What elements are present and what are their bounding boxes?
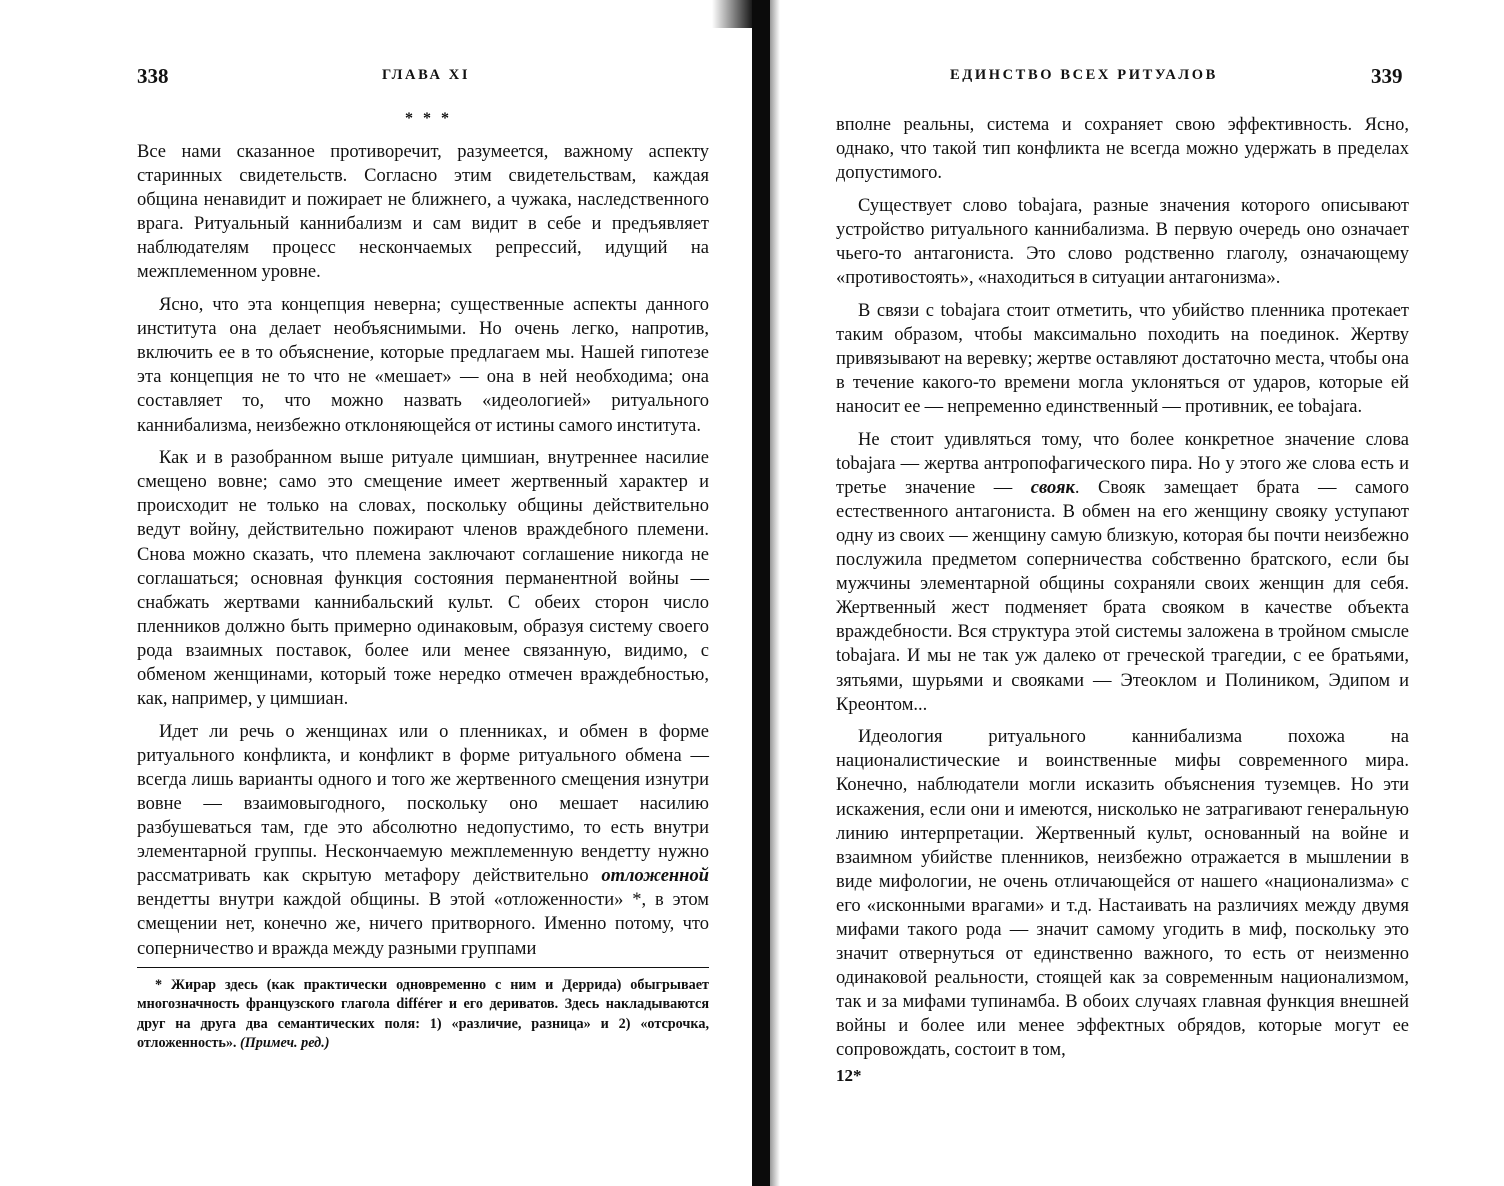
footnote-editor-note: (Примеч. ред.) <box>240 1034 330 1051</box>
footnote-body: * Жирар здесь (как практически одновременно с ним и Деррида) обыгрывает многозначность французского глагола différer и его дериватов. Здесь накладываются друг на друга два семантических поля: 1) «различие, разница» и 2) «отсрочка, отложенность». <box>137 977 709 1051</box>
paragraph: Все нами сказанное противоречит, разумеется, важному аспекту старинных свидетельств. Согласно этим свидетельствам, каждая община ненавидит и пожирает не ближнего, а чужака, наследственного врага. Ритуальный каннибализм и сам видит в себе и предъявляет наблюдателям процесс нескончаемых репрессий, идущий на межплеменном уровне. <box>137 142 709 283</box>
printer-signature-mark: 12* <box>836 1066 862 1085</box>
paragraph-text: Идет ли речь о женщинах или о пленниках, и обмен в форме ритуального конфликта, и конфликт в форме ритуального обмена — всегда лишь варианты одного и того же жертвенного смещения изнутри вовне — взаимовыгодного, поскольку оно мешает насилию разбушеваться там, где это абсолютно недопустимо, то есть внутри элементарной группы. Нескончаемую межплеменную вендетту нужно рассматривать как скрытую метафору действительно <box>137 721 709 887</box>
paragraph <box>137 720 709 961</box>
gutter-shadow <box>770 0 780 1186</box>
paragraph: Ясно, что эта концепция неверна; существенные аспекты данного института она делает необъяснимыми. Но очень легко, напротив, включить ее в то объяснение, которые предлагаем мы. Нашей гипотезе эта концепция не то что не «мешает» — она в ней необходима; она составляет то, что можно назвать «идеологией» ритуального каннибализма, неизбежно отклоняющейся от истины самого института. <box>137 295 709 436</box>
emphasized-word: свояк <box>1030 477 1075 498</box>
emphasized-word: отложенной <box>601 866 709 887</box>
right-page-body <box>836 113 1409 1063</box>
right-page-number: 339 <box>1371 64 1403 88</box>
left-page-body <box>137 140 709 961</box>
paragraph: В связи с tobajara стоит отметить, что убийство пленника протекает таким образом, чтобы максимально походить на поединок. Жертву привязывают на веревку; жертве оставляют достаточно места, чтобы она в течение какого-то времени могла уклоняться от ударов, которые ей наносит ее — непременно единственный — противник, ее tobajara. <box>836 300 1409 418</box>
gutter-shadow-top <box>712 0 752 28</box>
paragraph: Как и в разобранном выше ритуале цимшиан, внутреннее насилие смещено вовне; само это смещение имеет жертвенный характер и происходит не только на словах, поскольку общины действительно ведут войну, действительно пожирают членов враждебного племени. Снова можно сказать, что племена заключают соглашение никогда не соглашаться; основная функция состояния перманентной войны — снабжать жертвами каннибальский культ. С обеих сторон число пленников должно быть примерно одинаковым, образуя систему своего рода взаимных поставок, более или менее связанную, видимо, с обменом женщинами, который тоже нередко отмечен враждебностью, как, например, у цимшиан. <box>137 448 709 710</box>
paragraph-text: вендетты внутри каждой общины. В этой «отложенности» *, в этом смещении нет, конечно же, ничего притворного. Именно потому, что соперничество и вражда между разными группами <box>137 890 709 959</box>
left-running-head: ГЛАВА XI <box>382 67 471 83</box>
footnote-divider <box>137 967 709 968</box>
paragraph <box>836 428 1409 717</box>
paragraph: Идеология ритуального каннибализма похожа на националистические и воинственные мифы современного мира. Конечно, наблюдатели могли исказить объяснения туземцев. Но эти искажения, если они и имеются, нисколько не затрагивают генеральную линию интерпретации. Жертвенный культ, основанный на войне и взаимном убийстве пленников, неизбежно отражается в мышлении в виде мифологии, не очень отличающейся от нашего «национализма» с его «исконными врагами» и т.д. Настаивать на различиях между двумя мифами такого рода — значит самому угодить в миф, поскольку это значит отвернуться от единственно важного, то есть от неизменно одинаковой реальности, стоящей как за современным национализмом, так и за мифами тупинамба. В обоих случаях главная функция внешней войны и более или менее эффектных обрядов, которые могут ее сопровождать, состоит в том, <box>836 727 1409 1061</box>
paragraph: Существует слово tobajara, разные значения которого описывают устройство ритуального каннибализма. В первую очередь оно означает чьего-то антагониста. Это слово родственно глаголу, означающему «противостоять», «находиться в ситуации антагонизма». <box>836 195 1409 289</box>
footnote-text <box>137 976 709 1053</box>
section-break-asterism: * * * <box>405 110 452 127</box>
paragraph: вполне реальны, система и сохраняет свою эффективность. Ясно, однако, что такой тип конфликта не всегда можно удержать в пределах допустимого. <box>836 115 1409 184</box>
book-spine-gutter <box>752 0 770 1186</box>
right-running-head: ЕДИНСТВО ВСЕХ РИТУАЛОВ <box>950 67 1218 83</box>
paragraph-text: . Свояк замещает брата — самого естественного антагониста. В обмен на его женщину свояку уступают одну из своих — женщину самую близкую, которая бы почти неизбежно послужила предметом соперничества собственно братского, если бы мужчины элементарной общины сохраняли своих женщин для себя. Жертвенный жест подменяет брата свояком в качестве объекта враждебности. Вся структура этой системы заложена в тройном смысле tobajara. И мы не так уж далеко от греческой трагедии, с ее братьями, зятьями, шурьями и свояками — Этеоклом и Полиником, Эдипом и Креонтом... <box>836 477 1409 715</box>
footnote <box>137 976 709 1053</box>
left-page-number: 338 <box>137 64 169 88</box>
paragraph-text: Не стоит удивляться тому, что более конкретное значение слова tobajara — жертва антропофагического пира. Но у этого же слова есть и третье значение — <box>836 429 1409 498</box>
